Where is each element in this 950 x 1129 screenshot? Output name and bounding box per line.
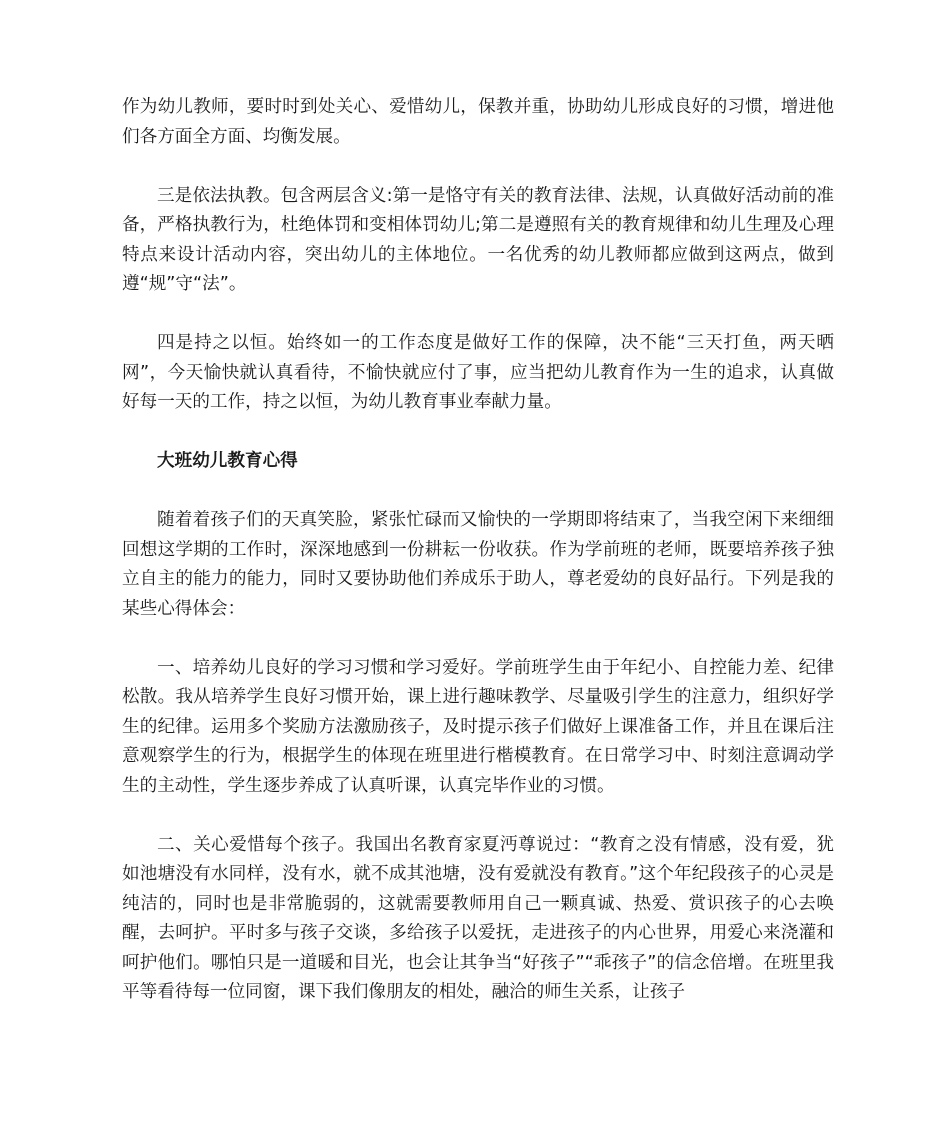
paragraph-teach-by-law: 三是依法执教。包含两层含义:第一是恪守有关的教育法律、法规，认真做好活动前的准备，严格执教行为，杜绝体罚和变相体罚幼儿;第二是遵照有关的教育规律和幼儿生理及心理特点来设计活动内容，突出幼儿的主体地位。一名优秀的幼儿教师都应做到这两点，做到遵“规”守“法”。	[122, 185, 834, 294]
paragraph-care-for-children: 二、关心爱惜每个孩子。我国出名教育家夏沔尊说过：“教育之没有情感，没有爱，犹如池塘没有水同样，没有水，就不成其池塘，没有爱就没有教育。”这个年纪段孩子的心灵是纯洁的，同时也是非常脆弱的，这就需要教师用自己一颗真诚、热爱、赏识孩子的心去唤醒，去呵护。平时多与孩子交谈，多给孩子以爱抚，走进孩子的内心世界，用爱心来浇灌和呵护他们。哪怕只是一道暖和目光，也会让其争当“好孩子”“乖孩子”的信念倍增。在班里我平等看待每一位同窗，课下我们像朋友的相处，融洽的师生关系，让孩子	[122, 834, 834, 1002]
paragraph-perseverance: 四是持之以恒。始终如一的工作态度是做好工作的保障，决不能“三天打鱼，两天晒网”，今天愉快就认真看待，不愉快就应付了事，应当把幼儿教育作为一生的追求，认真做好每一天的工作，持之以恒，为幼儿教育事业奉献力量。	[122, 333, 834, 412]
document-page	[122, 93, 834, 1037]
paragraph-learning-habits: 一、培养幼儿良好的学习习惯和学习爱好。学前班学生由于年纪小、自控能力差、纪律松散。我从培养学生良好习惯开始，课上进行趣味教学、尽量吸引学生的注意力，组织好学生的纪律。运用多个奖励方法激励孩子，及时提示孩子们做好上课准备工作，并且在课后注意观察学生的行为，根据学生的体现在班里进行楷模教育。在日常学习中、时刻注意调动学生的主动性，学生逐步养成了认真听课，认真完毕作业的习惯。	[122, 657, 834, 796]
paragraph-teacher-care: 作为幼儿教师，要时时到处关心、爱惜幼儿，保教并重，协助幼儿形成良好的习惯，增进他们各方面全方面、均衡发展。	[122, 97, 834, 147]
section-heading: 大班幼儿教育心得	[157, 451, 298, 471]
paragraph-semester-intro: 随着着孩子们的天真笑脸，紧张忙碌而又愉快的一学期即将结束了，当我空闲下来细细回想这学期的工作时，深深地感到一份耕耘一份收获。作为学前班的老师，既要培养孩子独立自主的能力的能力，同时又要协助他们养成乐于助人，尊老爱幼的良好品行。下列是我的某些心得体会：	[122, 510, 834, 619]
